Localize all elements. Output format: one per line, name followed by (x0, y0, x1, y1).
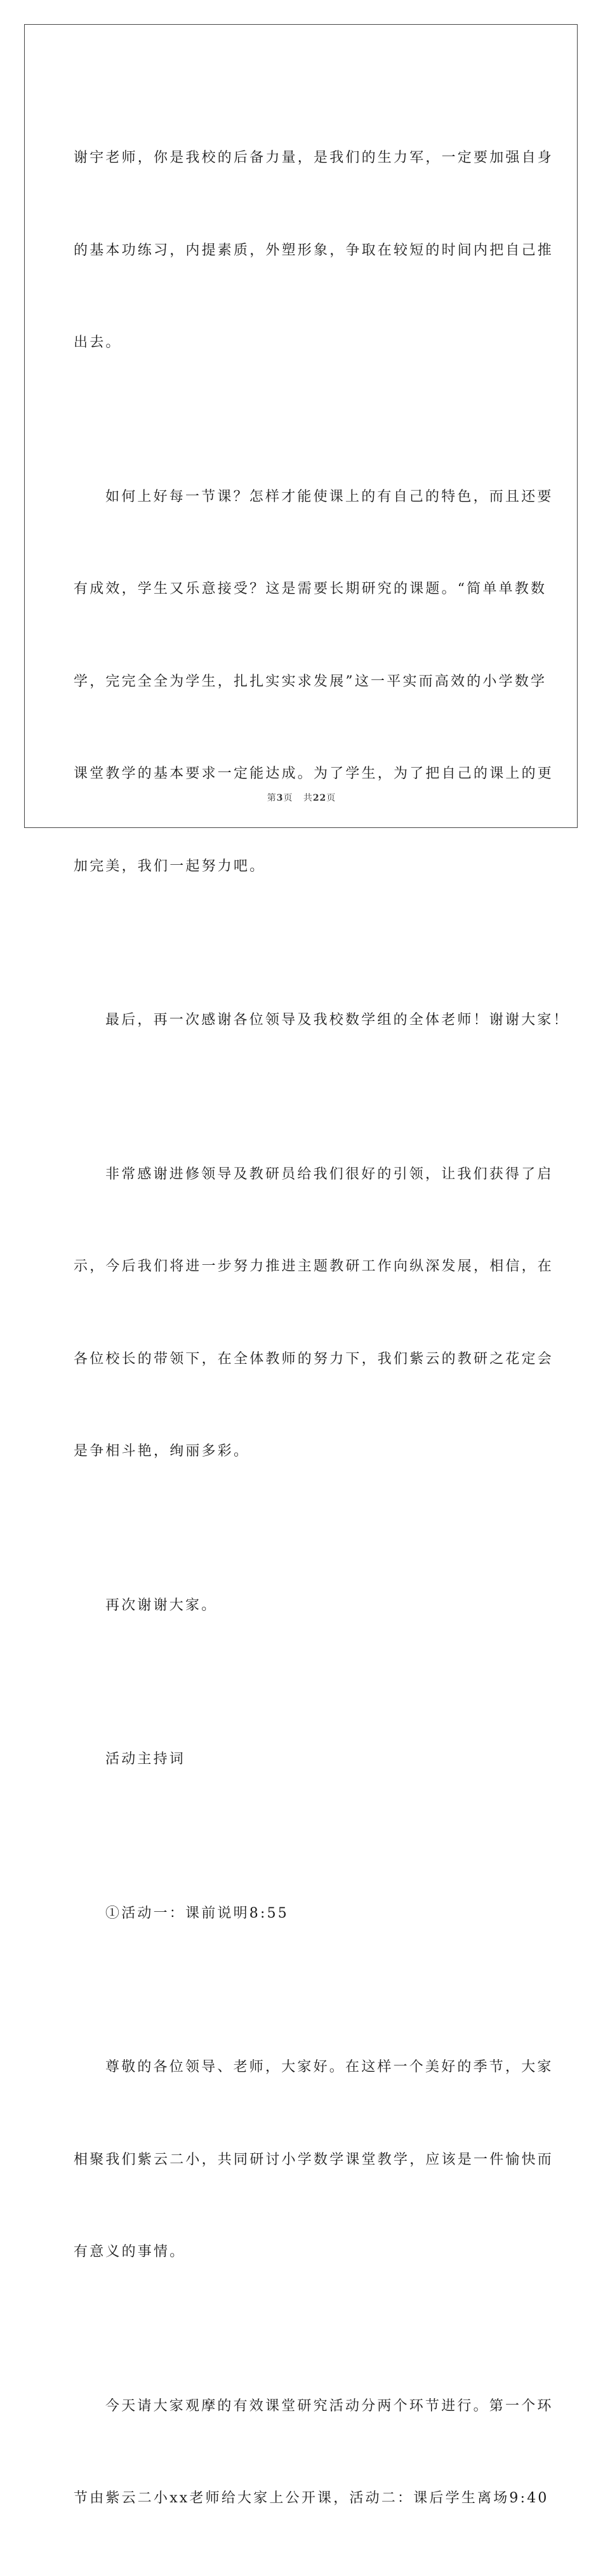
text-line: 尊敬的各位领导、老师，大家好。在这样一个美好的季节，大家 (105, 2059, 553, 2075)
page-current: 3 (276, 793, 284, 803)
page-total: 22 (312, 793, 327, 803)
text-line: 示，今后我们将进一步努力推进主题教研工作向纵深发展，相信，在 (74, 1258, 554, 1274)
text-line: 课堂教学的基本要求一定能达成。为了学生，为了把自己的课上的更 (74, 766, 554, 782)
page-unit: 页 (283, 793, 293, 803)
text-line: 的基本功练习，内提素质，外塑形象，争取在较短的时间内把自己推 (74, 242, 554, 258)
text-line: 今天请大家观摩的有效课堂研究活动分两个环节进行。第一个环 (105, 2398, 553, 2414)
paragraph-1 (74, 81, 554, 420)
text-line: 谢宇老师，你是我校的后备力量，是我们的生力军，一定要加强自身 (74, 150, 554, 166)
text-line: 节由紫云二小xx老师给大家上公开课，活动二：课后学生离场9:40 (74, 2490, 549, 2506)
activity-one-heading (74, 1837, 531, 1991)
text-line: 如何上好每一节课？怎样才能使课上的有自己的特色，而且还要 (105, 488, 553, 505)
document-body (74, 81, 569, 2576)
text-line: ①活动一：课前说明8:55 (105, 1905, 289, 1921)
total-unit: 页 (326, 793, 336, 803)
paragraph-5 (74, 1529, 531, 1683)
text-line: 相聚我们紫云二小，共同研讨小学数学课堂教学，应该是一件愉快而 (74, 2151, 554, 2168)
paragraph-2 (74, 420, 554, 944)
section-heading (74, 1683, 531, 1837)
paragraph-4 (74, 1098, 554, 1529)
paragraph-3 (74, 944, 569, 1098)
total-prefix: 共 (303, 793, 313, 803)
paragraph-9 (74, 2330, 553, 2576)
text-line: 活动主持词 (105, 1751, 186, 1767)
page-prefix: 第 (267, 793, 277, 803)
page-footer (0, 791, 603, 804)
text-line: 各位校长的带领下，在全体教师的努力下，我们紫云的教研之花定会 (74, 1351, 554, 1367)
text-line: 加完美，我们一起努力吧。 (74, 858, 266, 874)
text-line: 最后，再一次感谢各位领导及我校数学组的全体老师！谢谢大家！ (105, 1012, 569, 1028)
text-line: 学，完完全全为学生，扎扎实实求发展”这一平实而高效的小学数学 (74, 673, 547, 690)
text-line: 非常感谢进修领导及教研员给我们很好的引领，让我们获得了启 (105, 1166, 553, 1182)
text-line: 是争相斗艳，绚丽多彩。 (74, 1443, 250, 1459)
text-line: 有意义的事情。 (74, 2244, 186, 2260)
text-line: 再次谢谢大家。 (105, 1597, 218, 1613)
paragraph-8 (74, 1991, 554, 2330)
text-line: 出去。 (74, 335, 122, 350)
text-line: 有成效，学生又乐意接受？这是需要长期研究的课题。“简单单教数 (74, 581, 547, 597)
